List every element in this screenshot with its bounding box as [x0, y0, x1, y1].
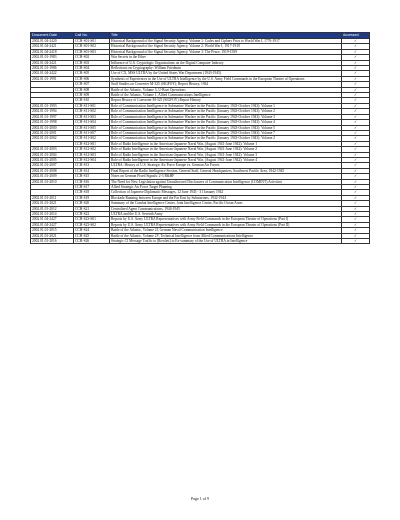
cell-accessed-check: ✓: [342, 163, 370, 168]
cell-title: Role of Radio Intelligence in the American-Japanese Naval War, (August 1941-June 1942): Volume 2: [110, 147, 342, 152]
cell-accessed-check: ✓: [342, 93, 370, 98]
cell-title: Role of Communication Intelligence in Submarine Warfare in the Pacific (January 1943-October 1943): Volume 2: [110, 136, 342, 141]
table-body: [31, 39, 370, 244]
cell-document-date: 2002.01.01-2007: [31, 163, 74, 168]
cell-call-number: CCH-S14: [74, 168, 110, 173]
cell-accessed-check: ✓: [342, 222, 370, 227]
document-table: [30, 32, 370, 244]
cell-accessed-check: ✓: [342, 120, 370, 125]
cell-accessed-check: ✓: [342, 98, 370, 103]
cell-call-number: CCH-S01-S03: [74, 49, 110, 54]
cell-title: Influence of U.S. Cryptologic Organizations on the Digital Computer Industry: [110, 60, 342, 65]
cell-call-number: CCH-S19: [74, 195, 110, 200]
cell-title: Historical Background of the Signal Security Agency, Volume 3: The Peace, 1919-1939: [110, 49, 342, 54]
cell-document-date: 2002.01.01-2008: [31, 168, 74, 173]
cell-call-number: CCH-S11-S02: [74, 136, 110, 141]
cell-accessed-check: ✓: [342, 76, 370, 81]
cell-call-number: CCH-S11-S01: [74, 103, 110, 108]
cell-title: Battle of the Atlantic, Volume 2I, German Naval Communication Intelligence: [110, 228, 342, 233]
cell-title: Summary of the Combat Intelligence Center, Joint Intelligence Center, Pacific Ocean Areas: [110, 201, 342, 206]
cell-document-date: 2002.01.01-1998: [31, 120, 74, 125]
cell-document-date: 2002.01.01-1983: [31, 55, 74, 60]
cell-call-number: CCH-S11-S07: [74, 130, 110, 135]
cell-document-date: 2002.01.01-2000: [31, 125, 74, 130]
cell-title: ULTRA: History of U.S. Strategic Air Force Europe vs. German Air Forces: [110, 163, 342, 168]
cell-document-date: 2002.01.01-2009: [31, 174, 74, 179]
cell-accessed-check: ✓: [342, 168, 370, 173]
cell-call-number: CCH-S11-S03: [74, 114, 110, 119]
cell-call-number: CCH-S17: [74, 184, 110, 189]
cell-document-date: 2002.01.04-2427: [31, 217, 74, 222]
cell-accessed-check: ✓: [342, 55, 370, 60]
cell-call-number: CCH-S11-S04: [74, 120, 110, 125]
cell-call-number: CCH-S18: [74, 190, 110, 195]
cell-title: Use of CX, MSS ULTRA by the United States War Department (1943-1945): [110, 71, 342, 76]
cell-call-number: CCH-S16: [74, 179, 110, 184]
cell-title: Role of Communication Intelligence in Submarine Warfare in the Pacific (January 1943-October 1943): Volume 1: [110, 103, 342, 108]
cell-call-number: CCH-S23-S02: [74, 222, 110, 227]
cell-accessed-check: ✓: [342, 44, 370, 49]
cell-document-date: 2002.01.04-2421: [31, 44, 74, 49]
cell-title: Reflections on Cryptography: William Friedman: [110, 66, 342, 71]
cell-accessed-check: ✓: [342, 125, 370, 130]
cell-call-number: CCH-S26: [74, 239, 110, 244]
cell-call-number: CCH-S12-S02: [74, 147, 110, 152]
cell-accessed-check: ✓: [342, 141, 370, 146]
cell-document-date: 2002.01.01-2003: [31, 147, 74, 152]
cell-accessed-check: ✓: [342, 49, 370, 54]
cell-call-number: CCH-S11-S05: [74, 125, 110, 130]
cell-title: Blockade Running between Europe and the Far East by Submarines, 1942-1944: [110, 195, 342, 200]
cell-title: Staff Studies on Converter M-325 (SIGFOY); Report History, 1944: [110, 82, 342, 87]
cell-accessed-check: ✓: [342, 109, 370, 114]
cell-title: Collection of Japanese Diplomatic Messages, 12 June 1945 - 31 January 1942: [110, 190, 342, 195]
cell-accessed-check: ✓: [342, 190, 370, 195]
cell-title: War Secrets in the Ether: [110, 55, 342, 60]
cell-document-date: 2002.01.01-2002: [31, 136, 74, 141]
cell-accessed-check: ✓: [342, 184, 370, 189]
cell-document-date: 2002.01.04-2427: [31, 222, 74, 227]
cell-accessed-check: ✓: [342, 174, 370, 179]
cell-call-number: CCH-S03: [74, 60, 110, 65]
cell-document-date: 2002.01.01-2012: [31, 206, 74, 211]
cell-call-number: CCH-S01-S01: [74, 39, 110, 44]
cell-title: Battle of the Atlantic, Volume 3, U-Boat Operations: [110, 87, 342, 92]
cell-title: Role of Communication Intelligence in Submarine Warfare in the Pacific (January 1943-October 1943): Volume 7: [110, 130, 342, 135]
cell-call-number: CCH-S10: [74, 98, 110, 103]
cell-document-date: 2002.01.04-2422: [31, 71, 74, 76]
cell-document-date: 2002.01.01-2015: [31, 228, 74, 233]
cell-document-date: 2002.01.01-1993: [31, 103, 74, 108]
cell-document-date: 2002.01.01-1997: [31, 114, 74, 119]
cell-call-number: CCH-S12-S03: [74, 152, 110, 157]
cell-call-number: CCH-S02: [74, 55, 110, 60]
header-document-date: Document Date: [31, 33, 74, 39]
cell-accessed-check: ✓: [342, 39, 370, 44]
cell-title: Centralized Agent Communications, 1944-1945: [110, 206, 342, 211]
cell-title: Role of Radio Intelligence in the American-Japanese Naval War, (August 1941-June 1942): Volume 4: [110, 157, 342, 162]
cell-title: Role of Communication Intelligence in Submarine Warfare in the Pacific (January 1943-October 1943): Volume 2: [110, 109, 342, 114]
cell-call-number: CCH-S12-S01: [74, 141, 110, 146]
cell-call-number: CCH-S24: [74, 228, 110, 233]
cell-title: Role of Communication Intelligence in Submarine Warfare in the Pacific (January 1943-October 1943): Volume 4: [110, 120, 342, 125]
cell-document-date: 2002.01.01-2001: [31, 130, 74, 135]
cell-accessed-check: ✓: [342, 206, 370, 211]
cell-title: Reports by U.S. Army ULTRA Representatives with Army Field Commands in the European Theater of Operations (Part II): [110, 222, 342, 227]
cell-accessed-check: ✓: [342, 114, 370, 119]
cell-title: Historical Background of the Signal Security Agency, Volume 1: Codes and Ciphers Prior to World War I, 1776-1917: [110, 39, 342, 44]
cell-call-number: CCH-S08: [74, 87, 110, 92]
cell-title: ULTRA and the U.S. Seventh Army: [110, 212, 342, 217]
cell-title: Final Report of the Radio Intelligence Section, General Staff, General Headquarters, Southwest Pacific Area, 1942-1945: [110, 168, 342, 173]
cell-title: Role of Radio Intelligence in the American-Japanese Naval War, (August 1941-June 1942): Volume 3: [110, 152, 342, 157]
cell-document-date: 2002.01.01-2011: [31, 195, 74, 200]
cell-accessed-check: ✓: [342, 195, 370, 200]
cell-accessed-check: ✓: [342, 147, 370, 152]
cell-accessed-check: ✓: [342, 87, 370, 92]
cell-accessed-check: ✓: [342, 201, 370, 206]
cell-title: Battle of the Atlantic, Volume 1, Allied Communications Intelligence: [110, 93, 342, 98]
cell-accessed-check: ✓: [342, 179, 370, 184]
cell-accessed-check: ✓: [342, 152, 370, 157]
cell-accessed-check: ✓: [342, 136, 370, 141]
cell-call-number: CCH-S25: [74, 233, 110, 238]
cell-document-date: 2002.01.01-1994: [31, 109, 74, 114]
cell-title: Historical Background of the Signal Security Agency, Volume 2: World War I, 1917-1919: [110, 44, 342, 49]
cell-title: Allied Strategic Air Force Target Planning: [110, 184, 342, 189]
cell-call-number: CCH-S05: [74, 71, 110, 76]
cell-call-number: CCH-S21: [74, 206, 110, 211]
cell-title: Role of Radio Intelligence in the American-Japanese Naval War, (August 1941-June 1942): Volume 1: [110, 141, 342, 146]
cell-accessed-check: ✓: [342, 157, 370, 162]
cell-document-date: 2002.01.01-2010: [31, 179, 74, 184]
cell-accessed-check: ✓: [342, 66, 370, 71]
cell-accessed-check: ✓: [342, 228, 370, 233]
cell-call-number: CCH-S11-S02: [74, 109, 110, 114]
cell-title: Reports by U.S. Army ULTRA Representatives with Army Field Commands in the European Theater of Operations (Part I): [110, 217, 342, 222]
cell-accessed-check: ✓: [342, 217, 370, 222]
cell-call-number: CCH-S15: [74, 174, 110, 179]
cell-accessed-check: ✓: [342, 60, 370, 65]
cell-document-date: 2002.01.01-2004: [31, 152, 74, 157]
cell-title: Synthesis of Experiences in the Use of ULTRA Intelligence by the U.S. Army Field Commands in the European Theater of Operations: [110, 76, 342, 81]
cell-call-number: CCH-S13: [74, 163, 110, 168]
cell-title: Battle of the Atlantic, Volume 2V, Technical Intelligence from Allied Communications Intelligence: [110, 233, 342, 238]
cell-call-number: CCH-S22: [74, 212, 110, 217]
cell-accessed-check: ✓: [342, 233, 370, 238]
cell-document-date: 2002.01.01-1986: [31, 66, 74, 71]
cell-title: Strategic CI Message Traffic to [Rowlett] to Ex-summary of the Use of ULTRA in Intelligence: [110, 239, 342, 244]
cell-document-date: 2002.01.04-2421: [31, 60, 74, 65]
cell-accessed-check: ✓: [342, 212, 370, 217]
header-call-number: Call No.: [74, 33, 110, 39]
cell-document-date: 2002.01.01-2005: [31, 157, 74, 162]
cell-accessed-check: ✓: [342, 103, 370, 108]
cell-accessed-check: ✓: [342, 239, 370, 244]
cell-call-number: CCH-S07: [74, 82, 110, 87]
header-title: Title: [110, 33, 342, 39]
page-footer: Page 1 of 9: [190, 496, 210, 501]
cell-document-date: 2002.01.01-2016: [31, 239, 74, 244]
cell-accessed-check: ✓: [342, 82, 370, 87]
cell-document-date: 2002.01.04-2420: [31, 39, 74, 44]
cell-accessed-check: ✓: [342, 71, 370, 76]
header-accessed: Accessed: [342, 33, 370, 39]
cell-document-date: 2002.01.01-2021: [31, 233, 74, 238]
cell-call-number: CCH-S04: [74, 66, 110, 71]
cell-document-date: 2002.01.04-2418: [31, 49, 74, 54]
cell-call-number: CCH-S09: [74, 93, 110, 98]
cell-call-number: CCH-S01-S02: [74, 44, 110, 49]
cell-accessed-check: ✓: [342, 130, 370, 135]
cell-title: Role of Communication Intelligence in Submarine Warfare in the Pacific (January 1943-October 1943): Volume 3: [110, 114, 342, 119]
cell-title: Notes on German Fixed Signals: 2-3 B&HF: [110, 174, 342, 179]
cell-document-date: 2002.01.01-1991: [31, 76, 74, 81]
cell-call-number: CCH-S12-S04: [74, 157, 110, 162]
cell-title: Role of Communication Intelligence in Submarine Warfare in the Pacific (January 1943-October 1943): Volume 5: [110, 125, 342, 130]
cell-title: The Need for New Legislation against Unauthorized Disclosures of Communication Intelligence (COMINT) Activities: [110, 179, 342, 184]
cell-call-number: CCH-S23-S01: [74, 217, 110, 222]
table-row: [31, 239, 370, 244]
cell-title: Report History of Converter M-325 (SIGFOY) Report History: [110, 98, 342, 103]
cell-document-date: 2002.01.01-2014: [31, 212, 74, 217]
cell-call-number: CCH-S06: [74, 76, 110, 81]
cell-document-date: 2002.01.01-2021: [31, 201, 74, 206]
cell-call-number: CCH-S20: [74, 201, 110, 206]
